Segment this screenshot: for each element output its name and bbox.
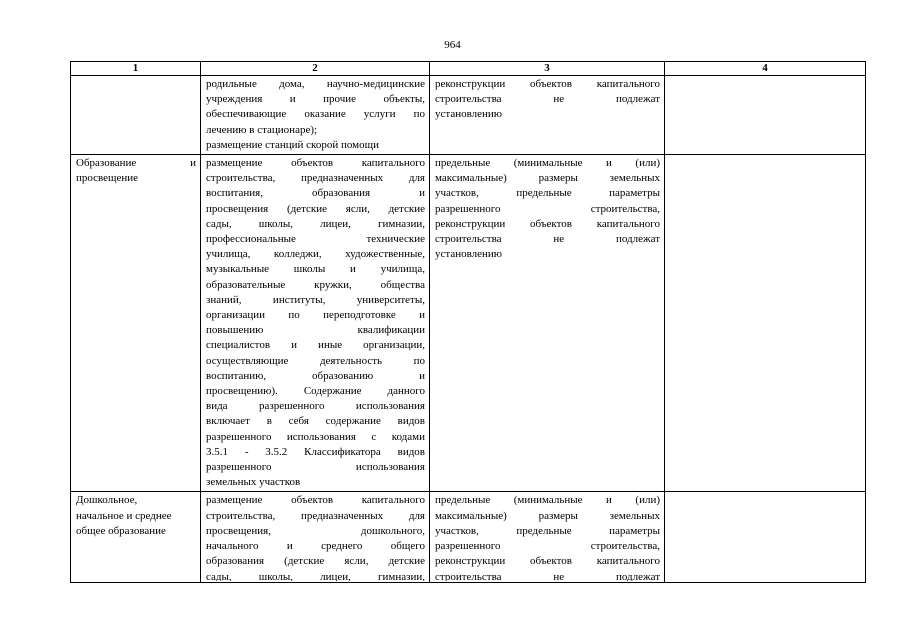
text-line: учреждения и прочие объекты, bbox=[206, 93, 425, 106]
text-line: реконструкции объектов капитального bbox=[435, 78, 660, 90]
text-line: знаний, институты, университеты, bbox=[206, 293, 425, 306]
text-line: установлению bbox=[435, 248, 503, 261]
text-line: осуществляющие деятельность по bbox=[206, 354, 425, 367]
parameters-cell bbox=[430, 76, 665, 155]
text-line: образования (детские ясли, детские bbox=[206, 555, 425, 568]
use-description-cell bbox=[201, 492, 430, 583]
text-line: просвещения (детские ясли, детские bbox=[206, 202, 425, 215]
text-line: строительства не подлежат bbox=[435, 93, 660, 106]
text-line: строительства не подлежат bbox=[435, 233, 660, 246]
text-line: просвещения, дошкольного, bbox=[206, 524, 425, 537]
text-line: музыкальные школы и училища, bbox=[206, 263, 425, 276]
column-header-1: 1 bbox=[71, 62, 201, 76]
text-line: размещение объектов капитального bbox=[206, 157, 425, 170]
table-row bbox=[71, 155, 866, 492]
text-line: вида разрешенного использования bbox=[206, 400, 425, 413]
column-header-4: 4 bbox=[665, 62, 866, 76]
text-line: начальное и среднее bbox=[76, 509, 172, 522]
parameters-cell bbox=[430, 155, 665, 492]
text-line: предельные (минимальные и (или) bbox=[435, 157, 660, 170]
table-row bbox=[71, 492, 866, 583]
text-line: земельных участков bbox=[206, 476, 301, 489]
text-line: строительства не подлежат bbox=[435, 570, 660, 582]
parameters-cell bbox=[430, 492, 665, 583]
text-line: 3.5.1 - 3.5.2 Классификатора видов bbox=[206, 445, 425, 458]
use-type-name-cell bbox=[71, 76, 201, 155]
use-type-name-cell bbox=[71, 155, 201, 492]
text-line: повышению квалификации bbox=[206, 324, 425, 337]
text-line: реконструкции объектов капитального bbox=[435, 217, 660, 230]
text-line: образовательные кружки, общества bbox=[206, 278, 425, 291]
text-line: организации по переподготовке и bbox=[206, 309, 425, 322]
text-line: лечению в стационаре); bbox=[206, 123, 318, 136]
use-description-cell bbox=[201, 76, 430, 155]
text-line: специалистов и иные организации, bbox=[206, 339, 425, 352]
text-line: строительства, предназначенных для bbox=[206, 172, 425, 185]
text-line: родильные дома, научно-медицинские bbox=[206, 78, 425, 90]
land-use-table bbox=[70, 61, 866, 583]
use-description-cell bbox=[201, 155, 430, 492]
text-line: установлению bbox=[435, 108, 503, 121]
text-line: максимальные) размеры земельных bbox=[435, 509, 660, 522]
text-line: начального и среднего общего bbox=[206, 540, 425, 553]
text-line: общее образование bbox=[76, 524, 166, 537]
text-line: Образование и bbox=[76, 157, 196, 170]
column-4-cell bbox=[665, 155, 866, 492]
text-line: просвещению). Содержание данного bbox=[206, 385, 425, 398]
text-line: разрешенного строительства, bbox=[435, 540, 660, 553]
column-4-cell bbox=[665, 492, 866, 583]
text-line: училища, колледжи, художественные, bbox=[206, 248, 425, 261]
text-line: максимальные) размеры земельных bbox=[435, 172, 660, 185]
text-line: предельные (минимальные и (или) bbox=[435, 494, 660, 507]
text-line: разрешенного строительства, bbox=[435, 202, 660, 215]
text-line: строительства, предназначенных для bbox=[206, 509, 425, 522]
text-line: участков, предельные параметры bbox=[435, 524, 660, 537]
text-line: сады, школы, лицеи, гимназии, bbox=[206, 217, 425, 230]
text-line: обеспечивающие оказание услуги по bbox=[206, 108, 425, 121]
text-line: участков, предельные параметры bbox=[435, 187, 660, 200]
text-line: разрешенного использования bbox=[206, 461, 425, 474]
text-line: реконструкции объектов капитального bbox=[435, 555, 660, 568]
text-line: размещение станций скорой помощи bbox=[206, 138, 379, 151]
text-line: воспитания, образования и bbox=[206, 187, 425, 200]
text-line: включает в себя содержание видов bbox=[206, 415, 425, 428]
page-number: 964 bbox=[444, 39, 461, 51]
table-header-row bbox=[71, 62, 866, 76]
text-line: размещение объектов капитального bbox=[206, 494, 425, 507]
table-row bbox=[71, 76, 866, 155]
use-type-name-cell bbox=[71, 492, 201, 583]
column-header-3: 3 bbox=[430, 62, 665, 76]
column-4-cell bbox=[665, 76, 866, 155]
text-line: Дошкольное, bbox=[76, 494, 138, 507]
text-line: просвещение bbox=[76, 172, 139, 185]
text-line: сады, школы, лицеи, гимназии, bbox=[206, 570, 425, 582]
text-line: профессиональные технические bbox=[206, 233, 425, 246]
text-line: воспитанию, образованию и bbox=[206, 369, 425, 382]
text-line: разрешенного использования с кодами bbox=[206, 430, 425, 443]
column-header-2: 2 bbox=[201, 62, 430, 76]
